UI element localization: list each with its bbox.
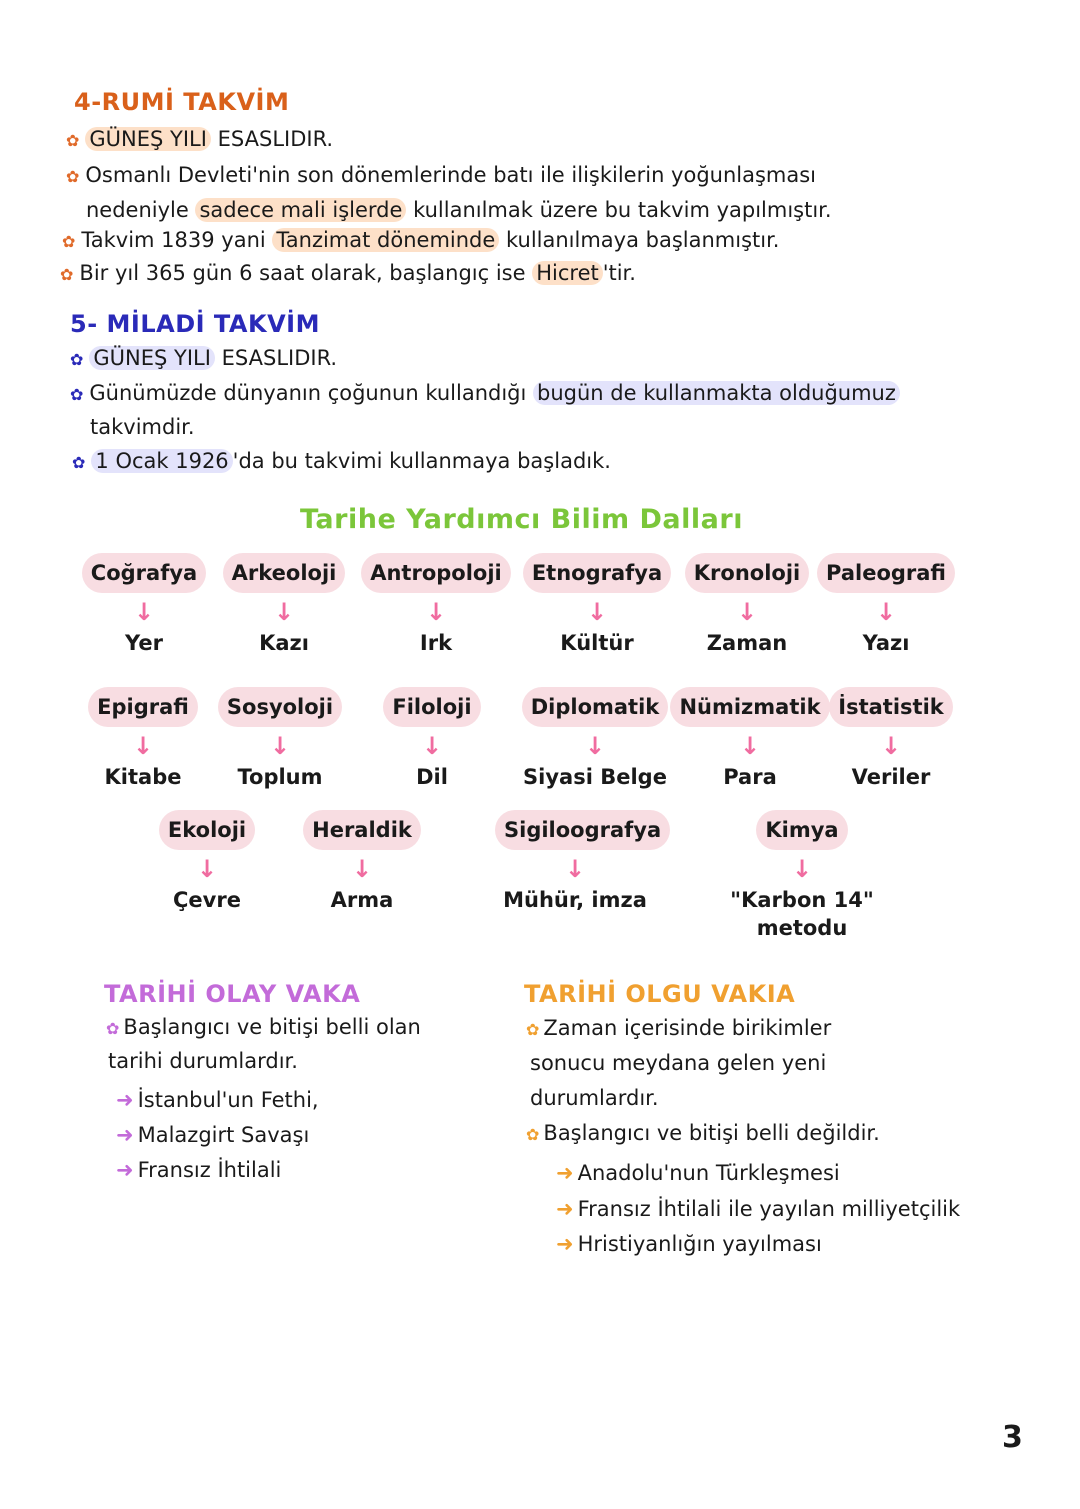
rumi-bullet-4: ✿ Bir yıl 365 gün 6 saat olarak, başlangıç ise Hicret 'tir. <box>60 261 636 285</box>
olay-line-1: ✿ Başlangıcı ve bitişi belli olan <box>106 1015 421 1039</box>
branch-node <box>806 553 966 655</box>
branches-title: Tarihe Yardımcı Bilim Dalları <box>300 504 743 535</box>
down-arrow-icon: ↓ <box>351 855 373 883</box>
branch-name: Ekoloji <box>159 810 255 850</box>
branch-name: Sosyoloji <box>218 687 342 727</box>
flower-bullet-icon: ✿ <box>70 385 84 404</box>
miladi-hl-date: 1 Ocak 1926 <box>91 449 232 473</box>
olgu-line-4: ✿ Başlangıcı ve bitişi belli değildir. <box>526 1121 880 1145</box>
branch-node <box>495 810 662 912</box>
right-arrow-icon: ➜ <box>116 1158 134 1182</box>
flower-bullet-icon: ✿ <box>526 1020 540 1039</box>
olgu-example: ➜ Hristiyanlığın yayılması <box>556 1232 822 1256</box>
right-arrow-icon: ➜ <box>116 1088 134 1112</box>
down-arrow-icon: ↓ <box>736 598 758 626</box>
branch-node <box>63 687 223 789</box>
branch-meaning: Toplum <box>237 765 323 789</box>
branch-meaning: Irk <box>419 631 453 655</box>
branch-name: Sigiloografya <box>495 810 670 850</box>
branch-name: Coğrafya <box>82 553 206 593</box>
flower-bullet-icon: ✿ <box>106 1019 120 1038</box>
rumi-hl-mali: sadece mali işlerde <box>195 198 406 222</box>
miladi-hl-gunes: GÜNEŞ YILI <box>89 346 215 370</box>
olay-line-2: tarihi durumlardır. <box>108 1049 298 1073</box>
down-arrow-icon: ↓ <box>425 598 447 626</box>
branch-meaning: Arma <box>330 888 394 912</box>
rumi-bullet-1: ✿ GÜNEŞ YILI ESASLIDIR. <box>66 127 334 151</box>
branch-node <box>515 687 675 789</box>
flower-bullet-icon: ✿ <box>62 232 76 251</box>
flower-bullet-icon: ✿ <box>526 1125 540 1144</box>
branch-meaning: Kitabe <box>104 765 182 789</box>
flower-bullet-icon: ✿ <box>70 350 84 369</box>
rumi-title: 4-RUMİ TAKVİM <box>74 88 290 116</box>
olay-example: ➜ İstanbul'un Fethi, <box>116 1088 319 1112</box>
flower-bullet-icon: ✿ <box>60 265 74 284</box>
branch-meaning: Veriler <box>851 765 931 789</box>
branch-name: Diplomatik <box>522 687 669 727</box>
branch-node <box>517 553 677 655</box>
branch-node <box>670 687 830 789</box>
branch-meaning: Çevre <box>173 888 241 912</box>
branch-node <box>282 810 442 912</box>
down-arrow-icon: ↓ <box>880 732 902 760</box>
olgu-example: ➜ Fransız İhtilali ile yayılan milliyetçilik <box>556 1197 961 1221</box>
down-arrow-icon: ↓ <box>196 855 218 883</box>
branch-name: Heraldik <box>303 810 421 850</box>
olgu-line-3: durumlardır. <box>530 1086 659 1110</box>
branch-meaning: Yazı <box>862 631 910 655</box>
branch-node <box>352 687 512 789</box>
branch-meaning-cont: metodu <box>756 916 848 940</box>
branch-node <box>204 553 364 655</box>
flower-bullet-icon: ✿ <box>66 167 80 186</box>
branch-node <box>356 553 516 655</box>
right-arrow-icon: ➜ <box>556 1197 574 1221</box>
branch-node <box>667 553 827 655</box>
branch-meaning: Dil <box>416 765 448 789</box>
rumi-bullet-3: ✿ Takvim 1839 yani Tanzimat döneminde kullanılmaya başlanmıştır. <box>62 228 780 252</box>
branch-name: Etnografya <box>523 553 671 593</box>
down-arrow-icon: ↓ <box>269 732 291 760</box>
right-arrow-icon: ➜ <box>116 1123 134 1147</box>
down-arrow-icon: ↓ <box>133 598 155 626</box>
miladi-bullet-1: ✿ GÜNEŞ YILI ESASLIDIR. <box>70 346 338 370</box>
branch-node <box>127 810 287 912</box>
branch-name: Nümizmatik <box>670 687 829 727</box>
down-arrow-icon: ↓ <box>584 732 606 760</box>
branch-name: Arkeoloji <box>223 553 346 593</box>
branch-name: Filoloji <box>383 687 480 727</box>
branch-node <box>200 687 360 789</box>
down-arrow-icon: ↓ <box>875 598 897 626</box>
down-arrow-icon: ↓ <box>739 732 761 760</box>
olay-example: ➜ Fransız İhtilali <box>116 1158 282 1182</box>
page-number: 3 <box>1002 1420 1023 1455</box>
branch-name: İstatistik <box>829 687 952 727</box>
olgu-title: TARİHİ OLGU VAKIA <box>524 980 796 1008</box>
down-arrow-icon: ↓ <box>421 732 443 760</box>
branch-meaning: Kazı <box>259 631 309 655</box>
branch-name: Paleografi <box>817 553 955 593</box>
branch-meaning: Siyasi Belge <box>523 765 667 789</box>
branch-node <box>722 810 882 940</box>
rumi-hl-gunes: GÜNEŞ YILI <box>85 127 211 151</box>
right-arrow-icon: ➜ <box>556 1232 574 1256</box>
miladi-title: 5- MİLADİ TAKVİM <box>70 310 320 338</box>
branch-name: Kronoloji <box>685 553 809 593</box>
rumi-hl-hicret: Hicret <box>532 261 603 285</box>
olay-title: TARİHİ OLAY VAKA <box>104 980 361 1008</box>
branch-meaning: Zaman <box>706 631 788 655</box>
branch-meaning: Kültür <box>560 631 634 655</box>
down-arrow-icon: ↓ <box>791 855 813 883</box>
down-arrow-icon: ↓ <box>132 732 154 760</box>
olgu-line-2: sonucu meydana gelen yeni <box>530 1051 827 1075</box>
down-arrow-icon: ↓ <box>564 855 586 883</box>
rumi-bullet-2-cont: nedeniyle sadece mali işlerde kullanılmak üzere bu takvim yapılmıştır. <box>86 198 832 222</box>
flower-bullet-icon: ✿ <box>66 131 80 150</box>
olgu-line-1: ✿ Zaman içerisinde birikimler <box>526 1016 832 1040</box>
down-arrow-icon: ↓ <box>273 598 295 626</box>
olgu-example: ➜ Anadolu'nun Türkleşmesi <box>556 1161 840 1185</box>
branch-meaning: Mühür, imza <box>503 888 647 912</box>
branch-node <box>811 687 971 789</box>
miladi-bullet-2-cont: takvimdir. <box>90 415 195 439</box>
rumi-hl-tanzimat: Tanzimat döneminde <box>272 228 499 252</box>
branch-meaning: Yer <box>125 631 163 655</box>
branch-meaning: Para <box>723 765 777 789</box>
branch-meaning: "Karbon 14" <box>730 888 874 912</box>
flower-bullet-icon: ✿ <box>72 453 86 472</box>
miladi-bullet-3: ✿ 1 Ocak 1926 'da bu takvimi kullanmaya başladık. <box>72 449 611 473</box>
down-arrow-icon: ↓ <box>586 598 608 626</box>
branch-node <box>64 553 224 655</box>
right-arrow-icon: ➜ <box>556 1161 574 1185</box>
branch-name: Epigrafi <box>88 687 198 727</box>
miladi-hl-bugun: bugün de kullanmakta olduğumuz <box>533 381 900 405</box>
branch-name: Antropoloji <box>361 553 511 593</box>
olay-example: ➜ Malazgirt Savaşı <box>116 1123 310 1147</box>
miladi-bullet-2: ✿ Günümüzde dünyanın çoğunun kullandığı bugün de kullanmakta olduğumuz <box>70 378 900 410</box>
branch-name: Kimya <box>756 810 847 850</box>
rumi-bullet-2: ✿ Osmanlı Devleti'nin son dönemlerinde batı ile ilişkilerin yoğunlaşması <box>66 163 817 187</box>
